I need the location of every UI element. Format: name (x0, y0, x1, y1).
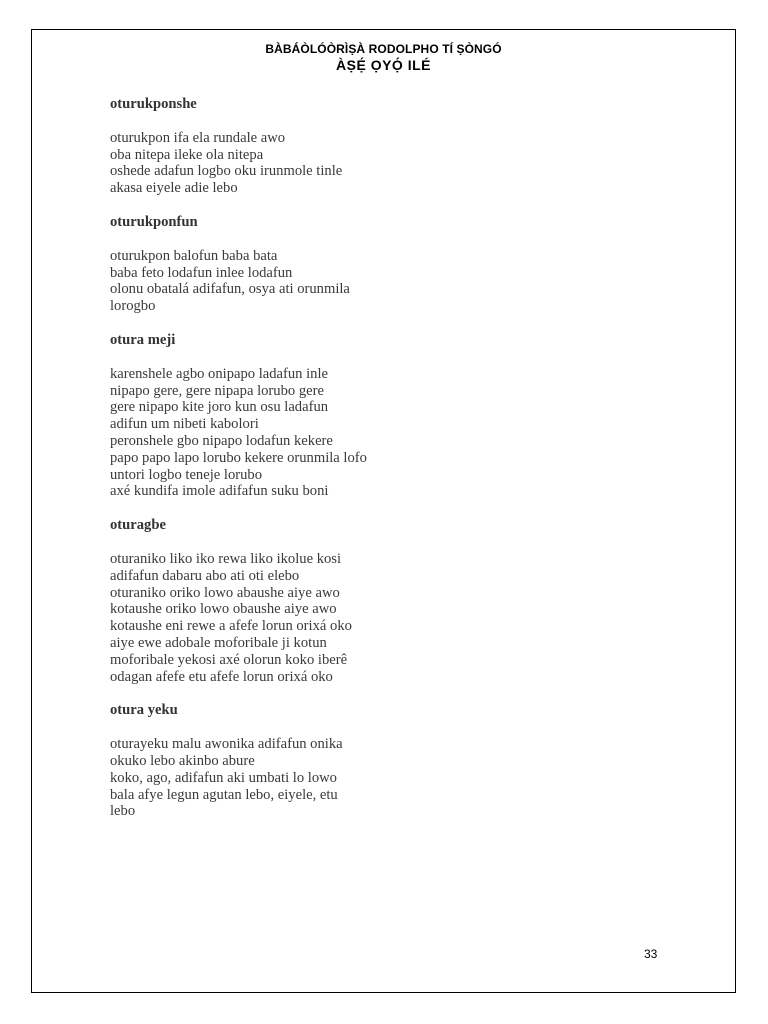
section-otura-yeku (110, 702, 670, 820)
section-title: oturukponfun (110, 213, 198, 230)
verse-line: adifafun dabaru abo ati oti elebo (110, 567, 300, 584)
verse-line: gere nipapo kite joro kun osu ladafun (110, 399, 329, 416)
verse-line: oturaniko liko iko rewa liko ikolue kosi (110, 550, 342, 567)
verse-line: peronshele gbo nipapo lodafun kekere (110, 432, 333, 449)
verse-line: oba nitepa ileke ola nitepa (110, 146, 264, 163)
verse-line: odagan afefe etu afefe lorun orixá oko (110, 668, 333, 685)
verse-line: adifun um nibeti kabolori (110, 416, 259, 433)
verse-line: nipapo gere, gere nipapa lorubo gere (110, 382, 324, 399)
verse-line: aiye ewe adobale moforibale ji kotun (110, 634, 327, 651)
verse-line: akasa eiyele adie lebo (110, 180, 238, 197)
verse-line: olonu obatalá adifafun, osya ati orunmila (110, 281, 350, 298)
section-title: oturagbe (110, 517, 166, 534)
section-oturagbe (110, 517, 670, 685)
header-author: BÀBÁÒLÓÒRÌṢÀ RODOLPHO TÍ ṢÒNGÓ (265, 42, 502, 56)
verse-line: moforibale yekosi axé olorun koko iberê (110, 651, 348, 668)
section-otura-meji (110, 332, 670, 500)
section-oturukponshe (110, 96, 670, 197)
verse-line: untori logbo teneje lorubo (110, 466, 262, 483)
verse-line: oshede adafun logbo oku irunmole tinle (110, 163, 343, 180)
verse-line: karenshele agbo onipapo ladafun inle (110, 365, 329, 382)
verse-line: oturukpon balofun baba bata (110, 247, 278, 264)
verse-line: koko, ago, adifafun aki umbati lo lowo (110, 769, 337, 786)
document-body (110, 96, 670, 837)
verse-line: lebo (110, 803, 136, 820)
verse-line: bala afye legun agutan lebo, eiyele, etu (110, 786, 338, 803)
verse-line: axé kundifa imole adifafun suku boni (110, 483, 329, 500)
section-title: oturukponshe (110, 96, 197, 112)
verse-line: papo papo lapo lorubo kekere orunmila lofo (110, 449, 367, 466)
verse-line: oturukpon ifa ela rundale awo (110, 129, 286, 146)
verse-line: okuko lebo akinbo abure (110, 752, 255, 769)
page-number: 33 (644, 947, 658, 961)
header-house-name: ÀṢẸ́ ỌYỌ́ ILÉ (336, 57, 431, 73)
verse-line: oturaniko oriko lowo abaushe aiye awo (110, 584, 340, 601)
verse-line: baba feto lodafun inlee lodafun (110, 264, 293, 281)
section-oturukponfun (110, 214, 670, 315)
section-title: otura yeku (110, 702, 178, 719)
verse-line: kotaushe eni rewe a afefe lorun orixá oko (110, 618, 352, 635)
section-title: otura meji (110, 331, 176, 348)
verse-line: lorogbo (110, 298, 156, 315)
verse-line: kotaushe oriko lowo obaushe aiye awo (110, 601, 337, 618)
verse-line: oturayeku malu awonika adifafun onika (110, 736, 343, 753)
